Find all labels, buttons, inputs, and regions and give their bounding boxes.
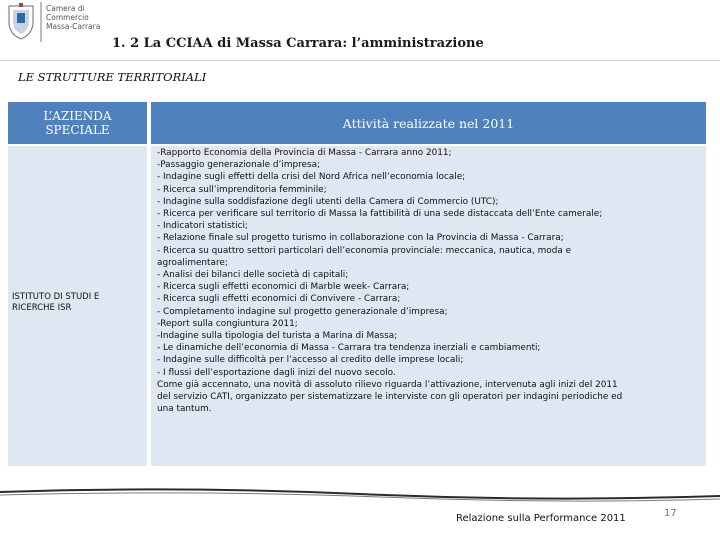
title-divider [0, 60, 720, 61]
page-title: 1. 2 La CCIAA di Massa Carrara: l’amministrazione [112, 36, 484, 51]
activities-table [8, 102, 706, 466]
activity-line: - I flussi dell’esportazione dagli inizi del nuovo secolo. [157, 367, 396, 378]
activity-line: - Ricerca sugli effetti economici di Marble week- Carrara; [157, 282, 410, 293]
activities-cell [151, 146, 706, 466]
activities-list [157, 147, 703, 415]
chamber-logo [6, 2, 126, 44]
coat-of-arms-icon [6, 2, 36, 40]
entity-name: ISTITUTO DI STUDI E RICERCHE ISR [12, 292, 100, 313]
activity-line: -Indagine sulla tipologia del turista a Marina di Massa; [157, 331, 398, 342]
activity-line: - Ricerca sull’imprenditoria femminile; [157, 184, 327, 195]
activity-line: - Indicatori statistici; [157, 221, 248, 232]
activity-line: - Le dinamiche dell’economia di Massa - Carrara tra tendenza inerziali e cambiamenti; [157, 343, 541, 354]
activity-line: - Completamento indagine sul progetto generazionale d’impresa; [157, 306, 448, 317]
logo-divider [40, 2, 42, 42]
activity-line: - Ricerca su quattro settori particolari dell’economia provinciale: meccanica, nautica, moda e [157, 245, 572, 256]
logo-text [46, 4, 126, 31]
activity-line: Come già accennato, una novità di assoluto rilievo riguarda l’attivazione, intervenuta agli inizi del 2011 [157, 379, 618, 390]
activity-line: - Ricerca per verificare sul territorio di Massa la fattibilità di una sede distaccata dell’Ente camerale; [157, 209, 603, 220]
logo-line-1: Camera di Commercio [46, 4, 89, 22]
section-title: LE STRUTTURE TERRITORIALI [18, 70, 207, 84]
activity-line: -Report sulla congiuntura 2011; [157, 318, 298, 329]
logo-line-2: Massa-Carrara [46, 22, 101, 31]
activity-line: agroalimentare; [157, 257, 228, 268]
activity-line: -Passaggio generazionale d’impresa; [157, 160, 321, 171]
activity-line: - Ricerca sugli effetti economici di Convivere - Carrara; [157, 294, 401, 305]
activity-line: -Rapporto Economia della Provincia di Massa - Carrara anno 2011; [157, 148, 452, 158]
activity-line: del servizio CATI, organizzato per sistematizzare le interviste con gli operatori per indagini periodiche ed [157, 392, 623, 403]
header-company [8, 102, 147, 144]
footer-text: Relazione sulla Performance 2011 [456, 513, 626, 524]
page-number: 17 [664, 508, 677, 519]
header-company-label: L’AZIENDA SPECIALE [43, 109, 112, 137]
activity-line: - Analisi dei bilanci delle società di capitali; [157, 270, 349, 281]
activity-line: una tantum. [157, 404, 212, 415]
activity-line: - Indagine sulle difficoltà per l’accesso al credito delle imprese locali; [157, 355, 464, 366]
activity-line: - Relazione finale sul progetto turismo in collaborazione con la Provincia di Massa - Carrara; [157, 233, 564, 244]
activity-line: - Indagine sulla soddisfazione degli utenti della Camera di Commercio (UTC); [157, 196, 499, 207]
entity-cell [8, 146, 147, 466]
activity-line: - Indagine sugli effetti della crisi del Nord Africa nell’economia locale; [157, 172, 466, 183]
header-activities [151, 102, 706, 144]
header-activities-label: Attività realizzate nel 2011 [342, 115, 515, 131]
